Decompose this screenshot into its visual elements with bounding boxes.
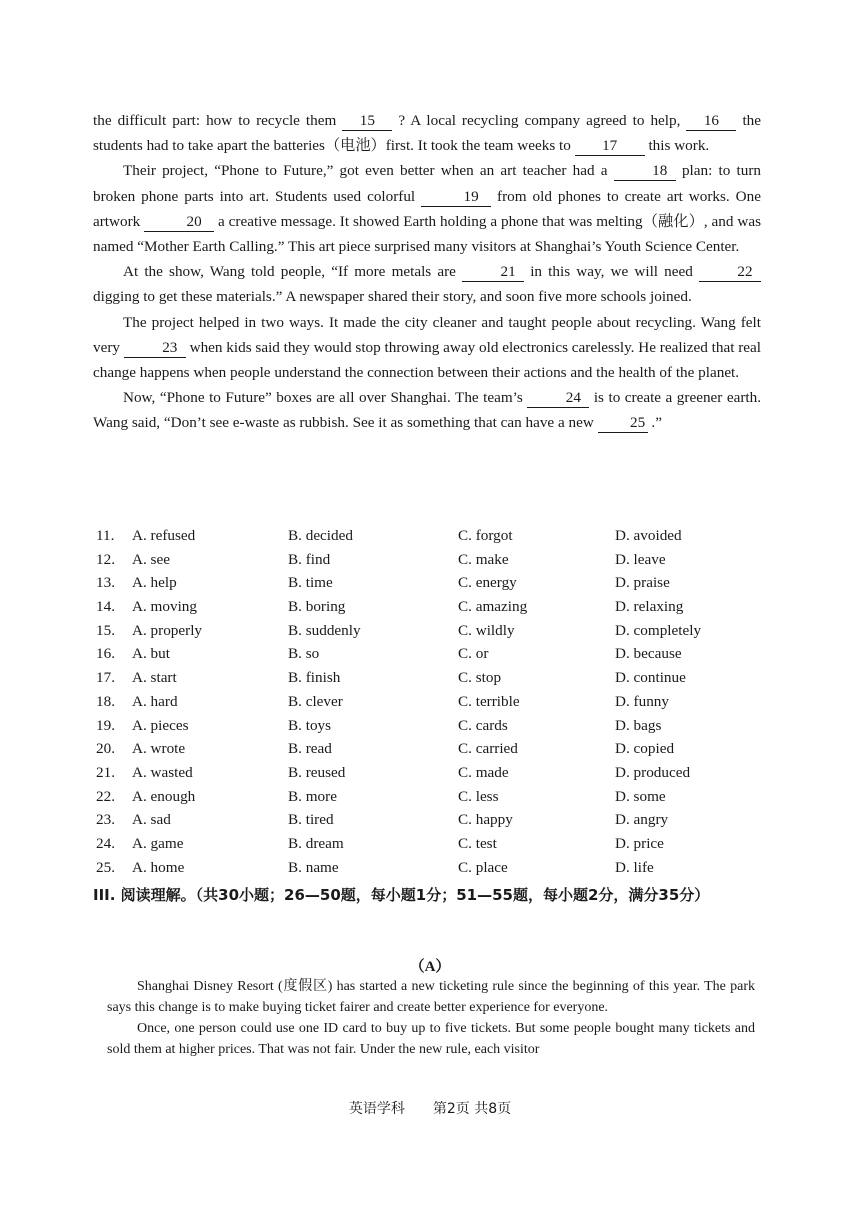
- option-a: A. pieces: [132, 716, 189, 734]
- option-a: A. see: [132, 550, 170, 568]
- page-footer: 英语学科 第2页 共8页: [348, 1101, 512, 1117]
- question-number: 15.: [96, 621, 115, 639]
- text: is to create a greener earth. Wang said, “Don’t see e-waste as rubbish. See it as something that can have a new: [93, 389, 761, 432]
- option-b: B. boring: [288, 598, 346, 616]
- option-c: C. make: [458, 550, 509, 568]
- option-b: B. toys: [288, 716, 332, 734]
- question-number: 20.: [96, 740, 115, 758]
- question-number: 13.: [96, 574, 115, 592]
- option-c: C. place: [458, 858, 508, 876]
- option-row: [96, 527, 776, 551]
- option-b: B. finish: [288, 669, 341, 687]
- text: plan: to turn broken phone parts into art. Students used colorful: [93, 162, 761, 205]
- option-c: C. energy: [458, 574, 517, 592]
- option-a: A. help: [132, 574, 177, 592]
- option-d: D. produced: [615, 763, 691, 781]
- option-d: D. copied: [615, 740, 675, 758]
- option-a: A. sad: [132, 811, 171, 829]
- option-c: C. test: [458, 834, 497, 852]
- option-d: D. funny: [615, 692, 669, 710]
- question-number: 25.: [96, 858, 115, 876]
- option-c: C. amazing: [458, 598, 528, 616]
- option-a: A. wrote: [132, 740, 186, 758]
- blank-25: 25: [598, 414, 648, 433]
- option-b: B. tired: [288, 811, 334, 829]
- blank-24: 24: [527, 389, 589, 408]
- blank-20: 20: [144, 213, 214, 232]
- text: digging to get these materials.” A newspaper shared their story, and soon five more schools joined.: [93, 288, 692, 306]
- option-c: C. terrible: [458, 692, 520, 710]
- section-heading: III. 阅读理解。（共30小题；26—50题，每小题1分；51—55题，每小题2分，满分35分）: [93, 886, 710, 904]
- option-d: D. angry: [615, 811, 669, 829]
- option-d: D. bags: [615, 716, 662, 734]
- option-b: B. name: [288, 858, 339, 876]
- blank-16: 16: [686, 112, 736, 131]
- option-b: B. reused: [288, 763, 346, 781]
- option-d: D. continue: [615, 669, 686, 687]
- option-row: [96, 645, 776, 669]
- text: the difficult part: how to recycle them: [93, 112, 343, 129]
- option-b: B. dream: [288, 834, 344, 852]
- option-c: C. cards: [458, 716, 508, 734]
- question-number: 22.: [96, 787, 115, 805]
- text: from old phones to create art works. One artwork: [93, 187, 761, 230]
- option-row: [96, 693, 776, 717]
- question-number: 18.: [96, 692, 115, 710]
- option-c: C. happy: [458, 811, 513, 829]
- option-c: C. stop: [458, 669, 502, 687]
- option-b: B. clever: [288, 692, 343, 710]
- question-number: 17.: [96, 669, 115, 687]
- cloze-passage: [93, 108, 761, 436]
- option-b: B. so: [288, 645, 320, 663]
- option-row: [96, 717, 776, 741]
- option-d: D. praise: [615, 574, 670, 592]
- text: At the show, Wang told people, “If more metals are: [123, 263, 463, 281]
- paragraph-3: [93, 259, 761, 309]
- text: Their project, “Phone to Future,” got even better when an art teacher had a: [123, 162, 614, 180]
- option-row: [96, 598, 776, 622]
- option-a: A. moving: [132, 598, 197, 616]
- option-b: B. find: [288, 550, 331, 568]
- option-a: A. home: [132, 858, 185, 876]
- text: the students had to take apart the batteries（电池）first. It took the team weeks to: [93, 112, 761, 155]
- option-a: A. wasted: [132, 763, 193, 781]
- text: a creative message. It showed Earth holding a phone that was melting（融化）, and was named “Mother Earth Calling.” This art piece surprised many visitors at Shanghai’s Youth Science Center.: [93, 212, 762, 256]
- option-a: A. but: [132, 645, 170, 663]
- text: this work.: [644, 137, 710, 155]
- question-number: 11.: [96, 527, 115, 544]
- paragraph-a2: Once, one person could use one ID card to buy up to five tickets. But some people bought many tickets and sold them at higher prices. That was not fair. Under the new rule, each visitor: [107, 1021, 755, 1057]
- option-c: C. made: [458, 763, 509, 781]
- option-row: [96, 551, 776, 575]
- option-row: [96, 764, 776, 788]
- text: .”: [647, 414, 662, 432]
- option-a: A. start: [132, 669, 177, 687]
- option-d: D. price: [615, 834, 664, 852]
- option-a: A. enough: [132, 787, 196, 805]
- paragraph-2: [93, 158, 761, 259]
- option-row: [96, 622, 776, 646]
- option-a: A. game: [132, 834, 184, 852]
- option-row: [96, 740, 776, 764]
- text: when kids said they would stop throwing away old electronics carelessly. He realized that real change happens when people understand the connection between their actions and the health of the planet.: [93, 338, 761, 382]
- option-d: D. because: [615, 645, 682, 663]
- question-number: 21.: [96, 763, 115, 781]
- text: in this way, we will need: [524, 263, 699, 281]
- paragraph-1: [93, 108, 761, 158]
- option-row: [96, 835, 776, 859]
- blank-22: 22: [699, 263, 761, 282]
- option-b: B. suddenly: [288, 621, 361, 639]
- paragraph-5: [93, 385, 761, 435]
- option-c: C. or: [458, 645, 489, 663]
- option-row: [96, 788, 776, 812]
- option-a: A. properly: [132, 621, 203, 639]
- option-d: D. relaxing: [615, 598, 684, 616]
- option-d: D. completely: [615, 621, 702, 639]
- paragraph-a1: Shanghai Disney Resort (度假区) has started a new ticketing rule since the beginning of this year. The park says this change is to make buying ticket fairer and create better experience for everyone.: [107, 979, 755, 1015]
- option-row: [96, 859, 776, 883]
- option-row: [96, 811, 776, 835]
- question-number: 24.: [96, 834, 115, 852]
- text: The project helped in two ways. It made the city cleaner and taught people about recycling. Wang felt very: [93, 313, 761, 356]
- question-number: 14.: [96, 598, 115, 616]
- option-row: [96, 574, 776, 598]
- blank-19: 19: [421, 188, 491, 207]
- blank-21: 21: [462, 263, 524, 282]
- option-d: D. some: [615, 787, 666, 805]
- answer-options: [96, 527, 776, 882]
- question-number: 16.: [96, 645, 115, 663]
- option-c: C. less: [458, 787, 499, 805]
- option-c: C. carried: [458, 740, 518, 758]
- option-b: B. time: [288, 574, 333, 592]
- question-number: 12.: [96, 550, 115, 568]
- option-c: C. wildly: [458, 621, 515, 639]
- paragraph-4: [93, 310, 761, 386]
- blank-18: 18: [614, 162, 676, 181]
- question-number: 23.: [96, 811, 115, 829]
- option-c: C. forgot: [458, 527, 513, 544]
- option-d: D. avoided: [615, 527, 682, 544]
- option-row: [96, 669, 776, 693]
- option-b: B. more: [288, 787, 337, 805]
- blank-15: 15: [342, 112, 392, 131]
- question-number: 19.: [96, 716, 115, 734]
- passage-a-title: （A）: [409, 959, 451, 975]
- option-a: A. refused: [132, 527, 196, 544]
- option-d: D. life: [615, 858, 654, 876]
- blank-23: 23: [124, 339, 186, 358]
- option-d: D. leave: [615, 550, 666, 568]
- option-a: A. hard: [132, 692, 178, 710]
- reading-passage-a: [107, 976, 755, 1060]
- blank-17: 17: [575, 137, 645, 156]
- text: Now, “Phone to Future” boxes are all over Shanghai. The team’s: [123, 389, 528, 407]
- text: ? A local recycling company agreed to help,: [392, 112, 687, 129]
- option-b: B. read: [288, 740, 332, 758]
- option-b: B. decided: [288, 527, 353, 544]
